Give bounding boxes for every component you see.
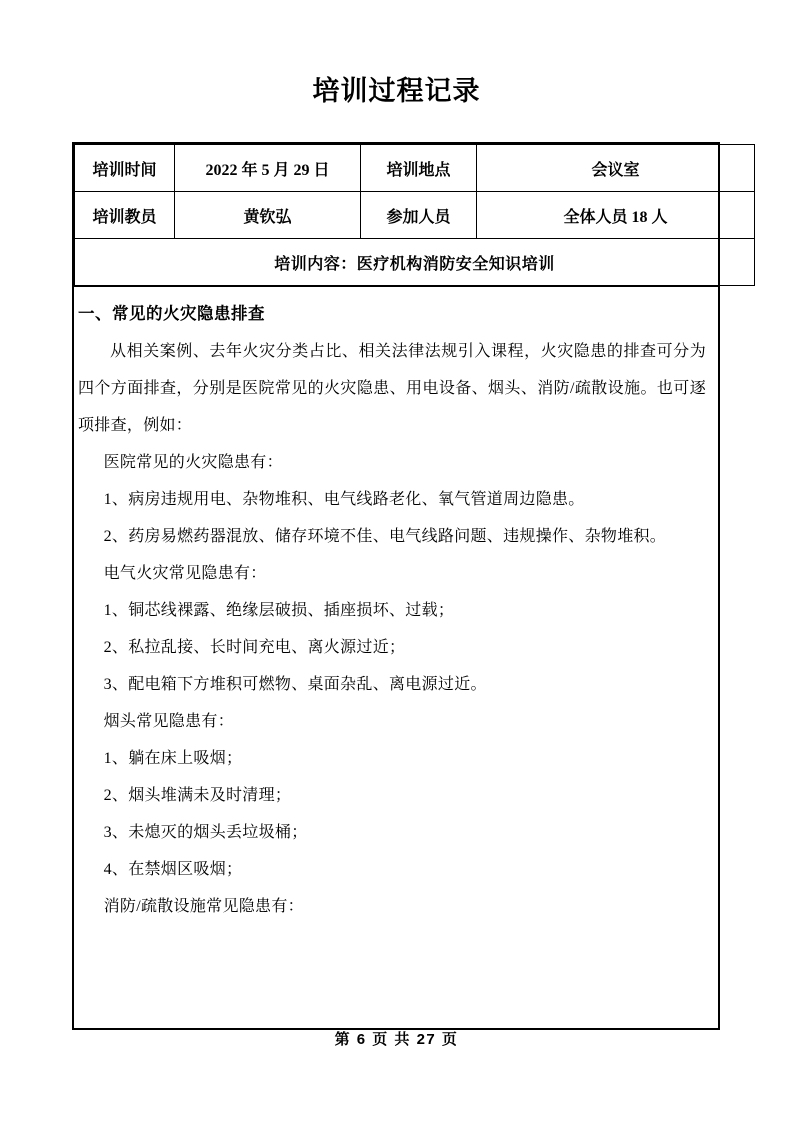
label-instructor: 培训教员 <box>75 192 175 239</box>
label-training-time: 培训时间 <box>75 145 175 192</box>
label-participants: 参加人员 <box>361 192 477 239</box>
table-row <box>75 145 755 192</box>
section-heading: 一、常见的火灾隐患排查 <box>78 305 265 323</box>
list-item: 2、私拉乱接、长时间充电、离火源过近； <box>103 639 406 656</box>
group-heading-hospital: 医院常见的火灾隐患有： <box>103 454 283 471</box>
list-item: 3、未熄灭的烟头丢垃圾桶； <box>103 824 308 841</box>
list-item: 2、烟头堆满未及时清理； <box>103 787 292 804</box>
page-footer: 第 6 页 共 27 页 <box>334 1031 459 1048</box>
list-item: 1、铜芯线裸露、绝缘层破损、插座损坏、过载； <box>103 602 455 619</box>
value-participants: 全体人员 18 人 <box>477 192 755 239</box>
list-item: 2、药房易燃药器混放、储存环境不佳、电气线路问题、违规操作、杂物堆积。 <box>103 528 667 545</box>
table-row <box>75 239 755 286</box>
table-row <box>75 192 755 239</box>
group-heading-firefighting: 消防/疏散设施常见隐患有： <box>103 898 304 915</box>
list-item: 4、在禁烟区吸烟； <box>103 861 243 878</box>
list-item: 1、躺在床上吸烟； <box>103 750 243 767</box>
list-item: 1、病房违规用电、杂物堆积、电气线路老化、氧气管道周边隐患。 <box>103 491 585 508</box>
value-training-location: 会议室 <box>477 145 755 192</box>
label-training-location: 培训地点 <box>361 145 477 192</box>
intro-paragraph: 从相关案例、去年火灾分类占比、相关法律法规引入课程，火灾隐患的排查可分为四个方面排查，分别是医院常见的火灾隐患、用电设备、烟头、消防/疏散设施。也可逐项排查，例如： <box>78 343 706 434</box>
training-record-box <box>72 142 720 1030</box>
value-instructor: 黄钦弘 <box>175 192 361 239</box>
page-title: 培训过程记录 <box>312 76 481 106</box>
training-body <box>74 286 718 1028</box>
training-meta-table <box>74 144 755 286</box>
list-item: 3、配电箱下方堆积可燃物、桌面杂乱、离电源过近。 <box>103 676 487 693</box>
group-heading-cigarette: 烟头常见隐患有： <box>103 713 234 730</box>
training-content-title: 培训内容：医疗机构消防安全知识培训 <box>75 239 755 286</box>
value-training-time: 2022 年 5 月 29 日 <box>175 145 361 192</box>
group-heading-electrical: 电气火灾常见隐患有： <box>103 565 267 582</box>
